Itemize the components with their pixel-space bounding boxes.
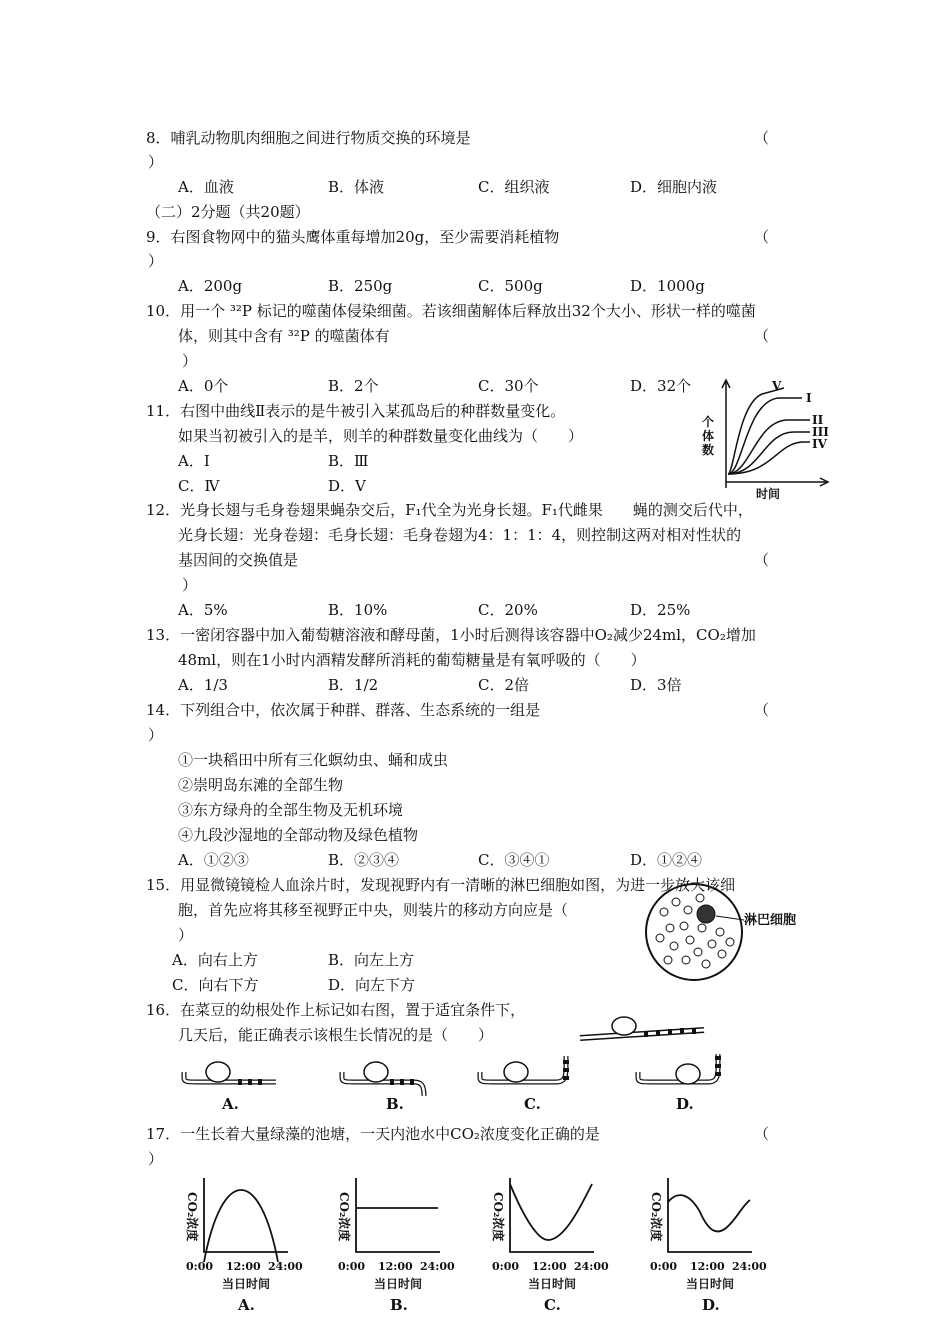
q14-option-d[interactable]: D．①②④ — [630, 851, 703, 869]
q11-option-a[interactable]: A．Ⅰ — [178, 452, 210, 470]
q16-label-a: A. — [222, 1095, 239, 1113]
q8-stem: 8．哺乳动物肌肉细胞之间进行物质交换的环境是 — [146, 129, 471, 147]
q10-stem-line1: 10．用一个 ³²P 标记的噬菌体侵染细菌。若该细菌解体后释放出32个大小、形状一样的噬菌 — [146, 302, 756, 320]
q10-option-b[interactable]: B．2个 — [328, 377, 379, 395]
q10-paren-close: ） — [182, 352, 198, 370]
q15-option-d[interactable]: D．向左下方 — [328, 976, 416, 994]
q8-option-b[interactable]: B．体液 — [328, 178, 385, 196]
q17-curve — [510, 1184, 592, 1240]
q8-option-a[interactable]: A．血液 — [178, 178, 234, 196]
q17-tick: 12:00 — [226, 1260, 261, 1273]
q17-axes — [356, 1178, 440, 1252]
q17-xlabel: 当日时间 — [686, 1277, 735, 1291]
q12-stem-line1: 12．光身长翅与毛身卷翅果蝇杂交后，F₁代全为光身长翅。F₁代雌果 蝇的测交后代中， — [146, 501, 753, 519]
q15-microscope-field — [640, 880, 816, 986]
q16-stem-line1: 16．在菜豆的幼根处作上标记如右图，置于适宜条件下， — [146, 1001, 526, 1019]
q15-stem-line2: 胞，首先应将其移至视野正中央，则装片的移动方向应是（ — [178, 901, 569, 919]
q17-tick: 24:00 — [420, 1260, 455, 1273]
q14-item-3: ③东方绿舟的全部生物及无机环境 — [178, 801, 404, 819]
q13-option-d[interactable]: D．3倍 — [630, 676, 682, 694]
q17-tick: 0:00 — [338, 1260, 366, 1273]
q11-ylabel-1: 个 — [702, 415, 715, 429]
q11-label-i: I — [806, 391, 812, 405]
q17-tick: 0:00 — [650, 1260, 678, 1273]
q9-option-c[interactable]: C．500g — [478, 277, 543, 295]
q12-stem-line2: 光身长翅：光身卷翅：毛身长翅：毛身卷翅为4：1：1：4，则控制这两对相对性状的 — [178, 526, 742, 544]
q17-tick: 0:00 — [492, 1260, 520, 1273]
q14-paren-close: ） — [148, 726, 164, 744]
q11-curve-iv — [728, 442, 810, 474]
q11-label-iii: III — [812, 425, 829, 439]
q9-option-a[interactable]: A．200g — [178, 277, 243, 295]
q12-paren-open: （ — [754, 551, 770, 569]
q17-ylabel: CO₂浓度 — [649, 1192, 663, 1242]
q17-graph-c[interactable] — [488, 1178, 614, 1316]
q17-axes — [510, 1178, 594, 1252]
q17-xlabel: 当日时间 — [374, 1277, 423, 1291]
q16-choice-b[interactable] — [334, 1052, 442, 1114]
q17-xlabel: 当日时间 — [528, 1277, 577, 1291]
q15-stem-line1: 15．用显微镜镜检人血涂片时，发现视野内有一清晰的淋巴细胞如图，为进一步放大该细 — [146, 876, 736, 894]
q14-option-c[interactable]: C．③④① — [478, 851, 550, 869]
q10-paren-open: （ — [754, 327, 770, 345]
q9-paren-close: ） — [148, 252, 164, 270]
q17-tick: 24:00 — [268, 1260, 303, 1273]
q11-option-d[interactable]: D．Ⅴ — [328, 477, 366, 495]
q15-figure-label: 淋巴细胞 — [744, 913, 797, 928]
q16-label-b: B. — [386, 1095, 404, 1113]
q17-tick: 12:00 — [532, 1260, 567, 1273]
q16-root-reference — [576, 1016, 710, 1050]
q11-label-v: V — [772, 379, 782, 393]
q17-xlabel: 当日时间 — [222, 1277, 271, 1291]
q14-stem: 14．下列组合中，依次属于种群、群落、生态系统的一组是 — [146, 701, 541, 719]
q16-stem-line2: 几天后，能正确表示该根生长情况的是（ ） — [178, 1026, 494, 1044]
q17-graph-a[interactable] — [182, 1178, 308, 1316]
q12-option-d[interactable]: D．25% — [630, 601, 691, 619]
q11-ylabel-3: 数 — [702, 443, 715, 457]
q14-option-a[interactable]: A．①②③ — [178, 851, 249, 869]
q13-option-c[interactable]: C．2倍 — [478, 676, 530, 694]
q14-item-4: ④九段沙湿地的全部动物及绿色植物 — [178, 826, 419, 844]
q13-stem-line1: 13．一密闭容器中加入葡萄糖溶液和酵母菌，1小时后测得该容器中O₂减少24ml，CO₂增加 — [146, 626, 756, 644]
q11-option-b[interactable]: B．Ⅲ — [328, 452, 369, 470]
q16-label-d: D. — [676, 1095, 694, 1113]
q15-paren-close: ） — [178, 926, 194, 944]
q17-tick: 12:00 — [690, 1260, 725, 1273]
q17-axes — [668, 1178, 752, 1252]
q11-stem-line2: 如果当初被引入的是羊，则羊的种群数量变化曲线为（ ） — [178, 427, 584, 445]
q17-paren-close: ） — [148, 1150, 164, 1168]
q13-option-b[interactable]: B．1/2 — [328, 676, 379, 694]
q17-label-d: D. — [702, 1296, 720, 1314]
q8-option-c[interactable]: C．组织液 — [478, 178, 550, 196]
q17-tick: 0:00 — [186, 1260, 214, 1273]
q8-paren-open: （ — [754, 129, 770, 147]
q14-option-b[interactable]: B．②③④ — [328, 851, 400, 869]
q8-option-d[interactable]: D．细胞内液 — [630, 178, 718, 196]
q17-graph-b[interactable] — [334, 1178, 460, 1316]
q17-tick: 12:00 — [378, 1260, 413, 1273]
q17-stem: 17．一生长着大量绿藻的池塘，一天内池水中CO₂浓度变化正确的是 — [146, 1125, 600, 1143]
q11-curve-v — [728, 388, 784, 474]
q15-lymphocyte — [697, 905, 715, 923]
q12-option-b[interactable]: B．10% — [328, 601, 388, 619]
q17-label-a: A. — [238, 1296, 255, 1314]
q8-paren-close: ） — [148, 153, 164, 171]
q16-choice-c[interactable] — [472, 1052, 582, 1114]
q17-curve — [668, 1195, 750, 1231]
q12-stem-line3: 基因间的交换值是 — [178, 551, 299, 569]
q11-stem-line1: 11．右图中曲线Ⅱ表示的是牛被引入某孤岛后的种群数量变化。 — [146, 402, 566, 420]
q12-option-a[interactable]: A．5% — [178, 601, 228, 619]
q14-paren-open: （ — [754, 701, 770, 719]
q11-population-graph — [698, 376, 834, 502]
q11-ylabel-2: 体 — [702, 429, 715, 443]
q11-xlabel: 时间 — [756, 487, 781, 501]
q17-tick: 24:00 — [732, 1260, 767, 1273]
q17-ylabel: CO₂浓度 — [491, 1192, 505, 1242]
q17-tick: 24:00 — [574, 1260, 609, 1273]
section-heading: （二）2分题（共20题） — [146, 203, 310, 221]
q10-option-a[interactable]: A．0个 — [178, 377, 229, 395]
q17-ylabel: CO₂浓度 — [337, 1192, 351, 1242]
q15-option-b[interactable]: B．向左上方 — [328, 951, 415, 969]
q13-stem-line2: 48ml，则在1小时内酒精发酵所消耗的葡萄糖量是有氧呼吸的（ ） — [178, 651, 646, 669]
q9-option-d[interactable]: D．1000g — [630, 277, 705, 295]
q10-option-c[interactable]: C．30个 — [478, 377, 539, 395]
q17-paren-open: （ — [754, 1125, 770, 1143]
q15-option-a[interactable]: A．向右上方 — [172, 951, 258, 969]
q15-option-c[interactable]: C．向右下方 — [172, 976, 259, 994]
q17-label-c: C. — [544, 1296, 561, 1314]
q17-label-b: B. — [390, 1296, 408, 1314]
q17-ylabel: CO₂浓度 — [185, 1192, 199, 1242]
q11-label-ii: II — [812, 413, 824, 427]
q9-option-b[interactable]: B．250g — [328, 277, 393, 295]
q9-stem: 9．右图食物网中的猫头鹰体重每增加20g，至少需要消耗植物 — [146, 228, 560, 246]
q9-paren-open: （ — [754, 228, 770, 246]
q16-label-c: C. — [524, 1095, 541, 1113]
q11-label-iv: IV — [812, 437, 827, 451]
q12-paren-close: ） — [182, 576, 198, 594]
q16-choice-d[interactable] — [630, 1052, 730, 1114]
q14-item-1: ①一块稻田中所有三化螟幼虫、蛹和成虫 — [178, 751, 449, 769]
q10-stem-line2: 体，则其中含有 ³²P 的噬菌体有 — [178, 327, 390, 345]
q16-choice-a[interactable] — [176, 1052, 284, 1114]
q12-option-c[interactable]: C．20% — [478, 601, 538, 619]
q13-option-a[interactable]: A．1/3 — [178, 676, 228, 694]
q10-option-d[interactable]: D．32个 — [630, 377, 692, 395]
q14-item-2: ②崇明岛东滩的全部生物 — [178, 776, 344, 794]
q17-graph-d[interactable] — [646, 1178, 772, 1316]
q11-option-c[interactable]: C．Ⅳ — [178, 477, 220, 495]
